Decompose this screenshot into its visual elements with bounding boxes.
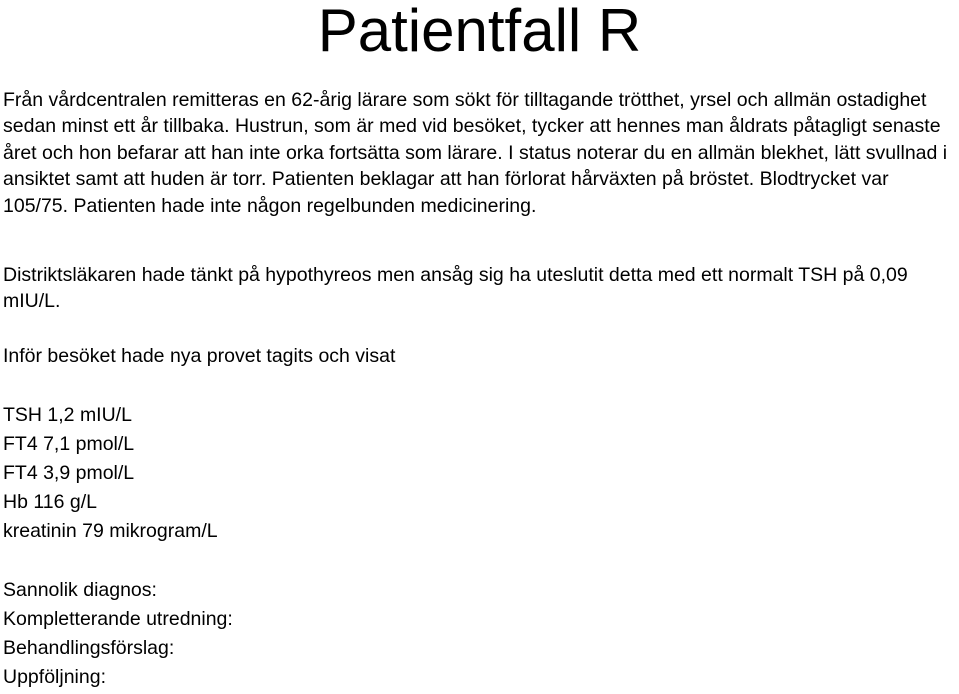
lab-result-ft4-a: FT4 7,1 pmol/L [3,433,135,455]
prompt-treatment: Behandlingsförslag: [3,637,175,659]
lab-result-ft4-b: FT4 3,9 pmol/L [3,462,135,484]
question-prompts-list [3,576,233,692]
prompt-followup: Uppföljning: [3,666,106,688]
prompt-diagnosis: Sannolik diagnos: [3,579,157,601]
prompt-investigation: Kompletterande utredning: [3,608,233,630]
lab-result-kreatinin: kreatinin 79 mikrogram/L [3,520,218,542]
lab-result-tsh: TSH 1,2 mIU/L [3,404,132,426]
district-physician-note: Distriktsläkaren hade tänkt på hypothyreos men ansåg sig ha uteslutit detta med ett normalt TSH på 0,09 mIU/L. [3,264,908,313]
lab-results-list [3,401,218,546]
case-description: Från vårdcentralen remitteras en 62-årig lärare som sökt för tilltagande trötthet, yrsel och allmän ostadighet sedan minst ett år tillbaka. Hustrun, som är med vid besöket, tycker att hennes man åldrats påtagligt senaste året och hon befarar att han inte orka fortsätta som lärare. I status noterar du en allmän blekhet, lätt svullnad i ansiktet samt att huden är torr. Patienten beklagar att han förlorat hårväxten på bröstet. Blodtrycket var 105/75. Patienten hade inte någon regelbunden medicinering. [3,89,948,217]
tests-intro: Inför besöket hade nya provet tagits och visat [3,345,396,367]
lab-result-hb: Hb 116 g/L [3,491,97,513]
page-title: Patientfall R [317,0,642,64]
